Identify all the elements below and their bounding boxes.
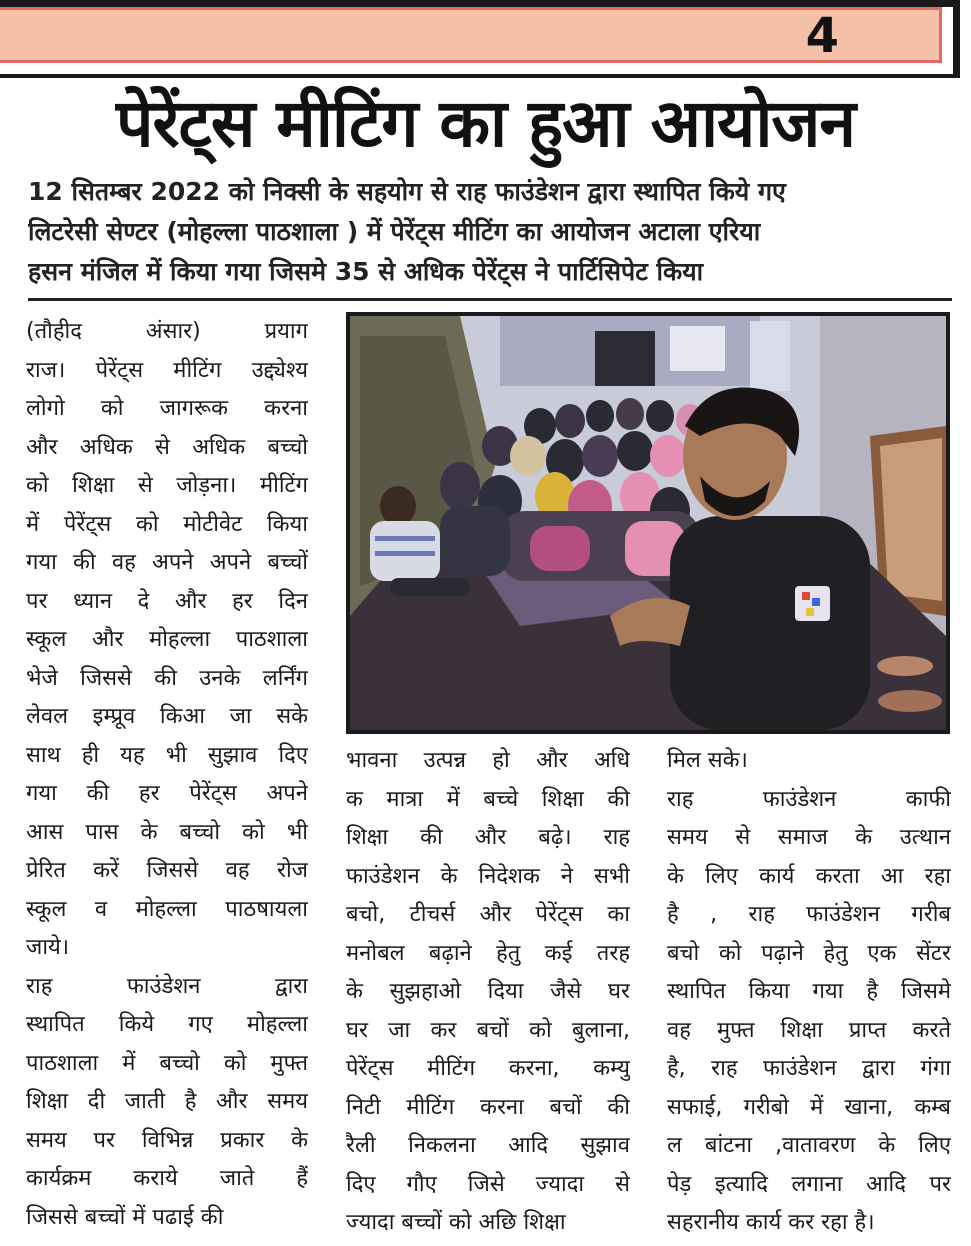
- column-line: मिल सके।: [667, 748, 748, 773]
- column-line: रैली निकलना आदि सुझाव: [346, 1133, 630, 1158]
- column-line: आस पास के बच्चो को भी: [26, 819, 308, 845]
- column-line: दिए गौए जिसे ज्यादा से: [346, 1171, 630, 1197]
- column-line: राह फाउंडेशन काफी: [667, 786, 951, 812]
- subhead-line: हसन मंजिल में किया गया जिसमे 35 से अधिक पेरेंट्स ने पार्टिसिपेट किया: [28, 257, 704, 286]
- column-line: स्कूल और मोहल्ला पाठशाला: [26, 627, 308, 652]
- column-line: क मात्रा में बच्चे शिक्षा की: [346, 786, 630, 812]
- column-line: पाठशाला में बच्चो को मुफ्त: [26, 1050, 308, 1076]
- article-column-3: [667, 742, 951, 1243]
- column-line: स्थापित किया गया है जिसमे: [667, 979, 951, 1004]
- header-band: [0, 7, 942, 63]
- column-line: प्रेरित करें जिससे वह रोज: [26, 858, 308, 883]
- column-line: राज। पेरेंट्स मीटिंग उद्द्येश्य: [26, 357, 308, 383]
- article-column-1: [26, 313, 308, 1237]
- column-line: गया की हर पेरेंट्स अपने: [26, 781, 308, 806]
- column-line: समय से समाज के उत्थान: [667, 825, 951, 850]
- column-line: में पेरेंट्स को मोटीवेट किया: [26, 511, 308, 537]
- subhead-line: लिटरेसी सेण्टर (मोहल्ला पाठशाला ) में पेरेंट्स मीटिंग का आयोजन अटाला एरिया: [28, 217, 761, 246]
- section-rule: [28, 298, 952, 301]
- column-line: है , राह फाउंडेशन गरीब: [667, 902, 951, 927]
- subhead-line: 12 सितम्बर 2022 को निक्सी के सहयोग से राह फाउंडेशन द्वारा स्थापित किये गए: [28, 177, 786, 206]
- column-line: ल बांटना ,वातावरण के लिए: [667, 1133, 951, 1158]
- column-line: निटी मीटिंग करना बचों की: [346, 1094, 630, 1120]
- headline: पेरेंट्स मीटिंग का हुआ आयोजन: [115, 85, 856, 162]
- column-line: समय पर विभिन्न प्रकार के: [26, 1127, 308, 1153]
- photo-illustration: [350, 316, 946, 730]
- column-line: ज्यादा बच्चों को अछि शिक्षा: [346, 1210, 566, 1235]
- column-line: घर जा कर बचों को बुलाना,: [346, 1017, 630, 1043]
- column-line: कार्यक्रम कराये जाते हैं: [26, 1166, 308, 1191]
- column-line: लेवल इम्प्रूव किआ जा सके: [26, 704, 308, 729]
- page-number: 4: [805, 8, 839, 64]
- column-line: मनोबल बढ़ाने हेतु कई तरह: [346, 940, 630, 966]
- column-line: है, राह फाउंडेशन द्वारा गंगा: [667, 1056, 951, 1081]
- column-line: स्थापित किये गए मोहल्ला: [26, 1012, 308, 1037]
- column-line: पर ध्यान दे और हर दिन: [26, 588, 308, 614]
- column-line: बचो को पढ़ाने हेतु एक सेंटर: [667, 940, 951, 966]
- column-line: साथ ही यह भी सुझाव दिए: [26, 742, 308, 768]
- article-column-2: [346, 742, 630, 1243]
- column-line: पेड़ इत्यादि लगाना आदि पर: [667, 1171, 951, 1197]
- column-line: वह मुफ्त शिक्षा प्राप्त करते: [667, 1017, 951, 1043]
- column-line: जिससे बच्चों में पढाई की: [26, 1204, 224, 1230]
- column-line: सहरानीय कार्य कर रहा है।: [667, 1210, 875, 1235]
- column-line: के सुझहाओ दिया जैसे घर: [346, 979, 630, 1004]
- column-line: शिक्षा की और बढ़े। राह: [346, 825, 630, 850]
- group-meeting-photo: [346, 312, 950, 734]
- column-line: सफाई, गरीबो में खाना, कम्ब: [667, 1094, 951, 1120]
- column-line: बचो, टीचर्स और पेरेंट्स का: [346, 902, 630, 927]
- column-line: भावना उत्पन्न हो और अधि: [346, 748, 630, 773]
- column-line: पेरेंट्स मीटिंग करना, कम्यु: [346, 1056, 630, 1081]
- column-line: फाउंडेशन के निदेशक ने सभी: [346, 863, 630, 889]
- column-line: जाये।: [26, 935, 70, 960]
- column-line: राह फाउंडेशन द्वारा: [26, 973, 308, 999]
- column-line: (तौहीद अंसार) प्रयाग: [26, 319, 308, 344]
- column-line: स्कूल व मोहल्ला पाठषायला: [26, 896, 308, 922]
- column-line: शिक्षा दी जाती है और समय: [26, 1089, 308, 1114]
- column-line: के लिए कार्य करता आ रहा: [667, 863, 951, 889]
- subhead: [28, 172, 956, 292]
- column-line: और अधिक से अधिक बच्चो: [26, 434, 308, 460]
- column-line: भेजे जिससे की उनके लर्निंग: [26, 665, 308, 691]
- column-line: को शिक्षा से जोड़ना। मीटिंग: [26, 473, 308, 498]
- column-line: लोगो को जागरूक करना: [26, 396, 308, 421]
- column-line: गया की वह अपने अपने बच्चों: [26, 550, 308, 575]
